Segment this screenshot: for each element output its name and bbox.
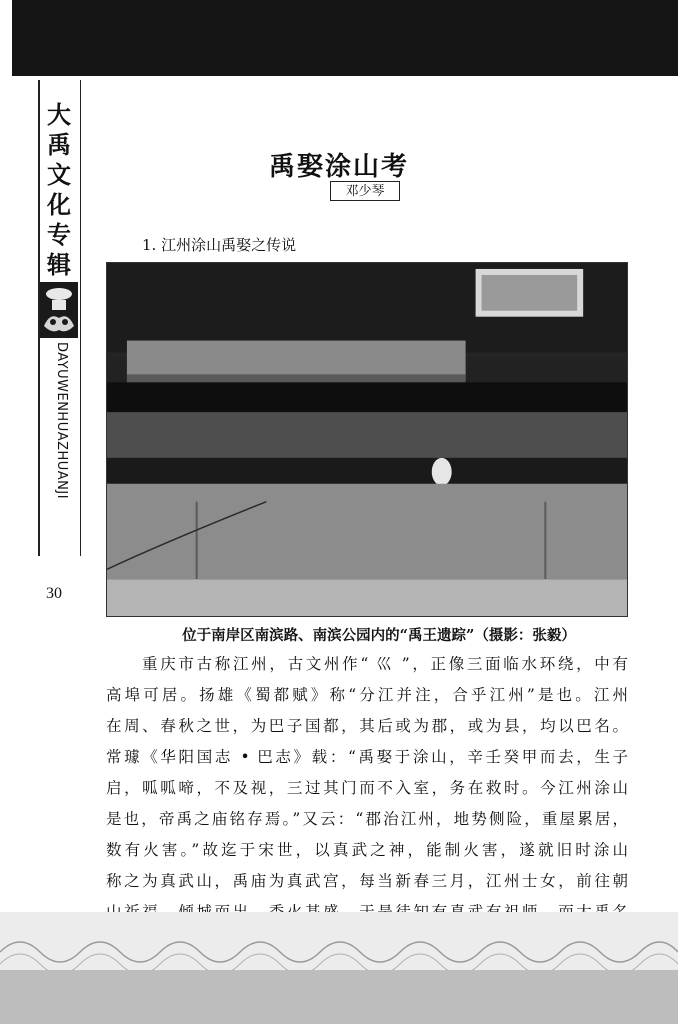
paragraph-line: 称之为真武山，禹庙为真武宫，每当新春三月，江州士女，前往朝	[106, 872, 628, 890]
article-title: 禹娶涂山考	[268, 152, 409, 182]
paragraph-line: 是也，帝禹之庙铭存焉。”又云：“郡治江州，地势侧险，重屋累居，	[106, 810, 628, 828]
section-heading: 1. 江州涂山禹娶之传说	[142, 236, 297, 254]
sidebar-vertical-title: 大禹文化专辑	[47, 100, 71, 279]
paragraph-line: 高埠可居。扬雄《蜀都赋》称“分江并注，合乎江州”是也。江州	[106, 686, 628, 704]
riverbank-photo	[106, 262, 628, 617]
paragraph-line: 常璩《华阳国志 • 巴志》载：“禹娶于涂山，辛壬癸甲而去，生子	[106, 748, 628, 766]
sidebar-pinyin: DAYUWENHUAZHUANJI	[54, 342, 69, 500]
photo-caption: 位于南岸区南滨路、南滨公园内的“禹王遗踪”（摄影：张毅）	[182, 627, 576, 644]
author-name: 邓少琴	[330, 181, 400, 201]
header-band	[12, 0, 678, 76]
page-number: 30	[46, 585, 62, 602]
paragraph-line: 重庆市古称江州，古文州作“ 巛 ”，正像三面临水环绕，中有	[142, 655, 628, 673]
paragraph-line: 启，呱呱啼，不及视，三过其门而不入室，务在救时。今江州涂山	[106, 779, 628, 797]
paragraph-line: 数有火害。”故迄于宋世，以真武之神，能制火害，遂就旧时涂山	[106, 841, 628, 859]
wave-pattern-footer	[0, 912, 678, 1024]
emblem-logo	[40, 282, 78, 338]
paragraph-line: 在周、春秋之世，为巴子国都，其后或为郡，或为县，均以巴名。	[106, 717, 628, 735]
